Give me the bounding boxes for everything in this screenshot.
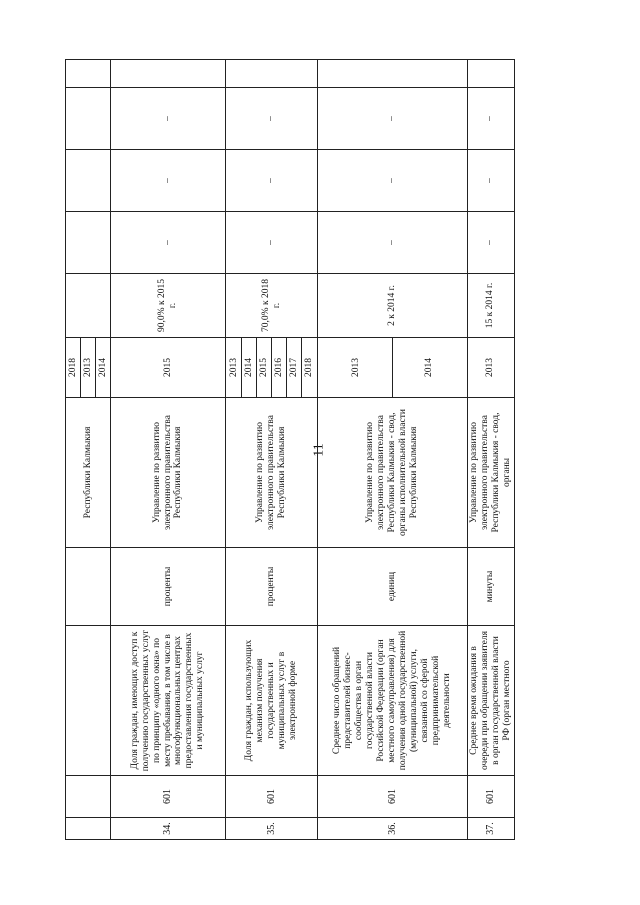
row-dash: –	[226, 150, 318, 212]
row-code: 601	[111, 776, 226, 818]
row-dash: –	[318, 212, 468, 274]
rotated-table-wrapper	[65, 60, 512, 840]
row-dash: –	[468, 212, 515, 274]
table-row	[468, 60, 515, 840]
row-org: Управление по развитию электронного правительства Республики Калмыкия	[226, 398, 318, 548]
row-unit: минуты	[468, 548, 515, 626]
row-name: Среднее число обращений представителей бизнес-сообщества в орган государственной власти Российской Федерации (орган местного самоуправления) для получения одной государственной (муниципальной) услуги, связанной со сферой предпринимательской деятельности	[318, 626, 468, 776]
row-dash: –	[468, 88, 515, 150]
row-number: 35.	[226, 818, 318, 840]
row-year: 2015	[111, 338, 226, 398]
header-row	[66, 60, 111, 840]
row-dash: –	[318, 150, 468, 212]
row-number: 36.	[318, 818, 468, 840]
row-years: 2013 2014 2015 2016 2017 2018	[226, 338, 318, 398]
row-org: Управление по развитию электронного правительства Республики Калмыкия - свод, органы исполнительной власти Республики Калмыкия	[318, 398, 468, 548]
row-dash: –	[111, 150, 226, 212]
row-code: 601	[226, 776, 318, 818]
header-org: Республики Калмыкия	[66, 398, 111, 548]
row-dash: –	[111, 88, 226, 150]
row-unit: проценты	[226, 548, 318, 626]
row-name: Доля граждан, имеющих доступ к получению государственных услуг по принципу «одного окна» по месту пребывания, в том числе в многофункциональных центрах предоставления государственных и муниципальных услуг	[111, 626, 226, 776]
row-years: 2013 2014	[318, 338, 468, 398]
table-row	[111, 60, 226, 840]
row-unit: проценты	[111, 548, 226, 626]
row-name: Среднее время ожидания в очереди при обращении заявителя в орган государственной власти РФ (орган местного	[468, 626, 515, 776]
row-target: 2 к 2014 г.	[318, 274, 468, 338]
row-target: 15 к 2014 г.	[468, 274, 515, 338]
header-years: 2018 2013 2014	[66, 338, 111, 398]
row-dash: –	[226, 88, 318, 150]
row-code: 601	[468, 776, 515, 818]
indicators-table	[65, 59, 515, 840]
row-org: Управление по развитию электронного правительства Республики Калмыкия - свод, органы	[468, 398, 515, 548]
table-row	[318, 60, 468, 840]
row-dash: –	[111, 212, 226, 274]
row-dash: –	[468, 150, 515, 212]
row-number: 34.	[111, 818, 226, 840]
row-number: 37.	[468, 818, 515, 840]
row-target: 90,0% к 2015 г.	[111, 274, 226, 338]
row-name: Доля граждан, использующих механизм получения государственных и муниципальных услуг в электронной форме	[226, 626, 318, 776]
row-dash: –	[318, 88, 468, 150]
row-year: 2013	[468, 338, 515, 398]
row-unit: единиц	[318, 548, 468, 626]
row-dash: –	[226, 212, 318, 274]
row-org: Управление по развитию электронного правительства Республики Калмыкия	[111, 398, 226, 548]
row-code: 601	[318, 776, 468, 818]
table-row	[226, 60, 318, 840]
row-target: 70,0% к 2018 г.	[226, 274, 318, 338]
page-number: 11	[311, 443, 327, 457]
